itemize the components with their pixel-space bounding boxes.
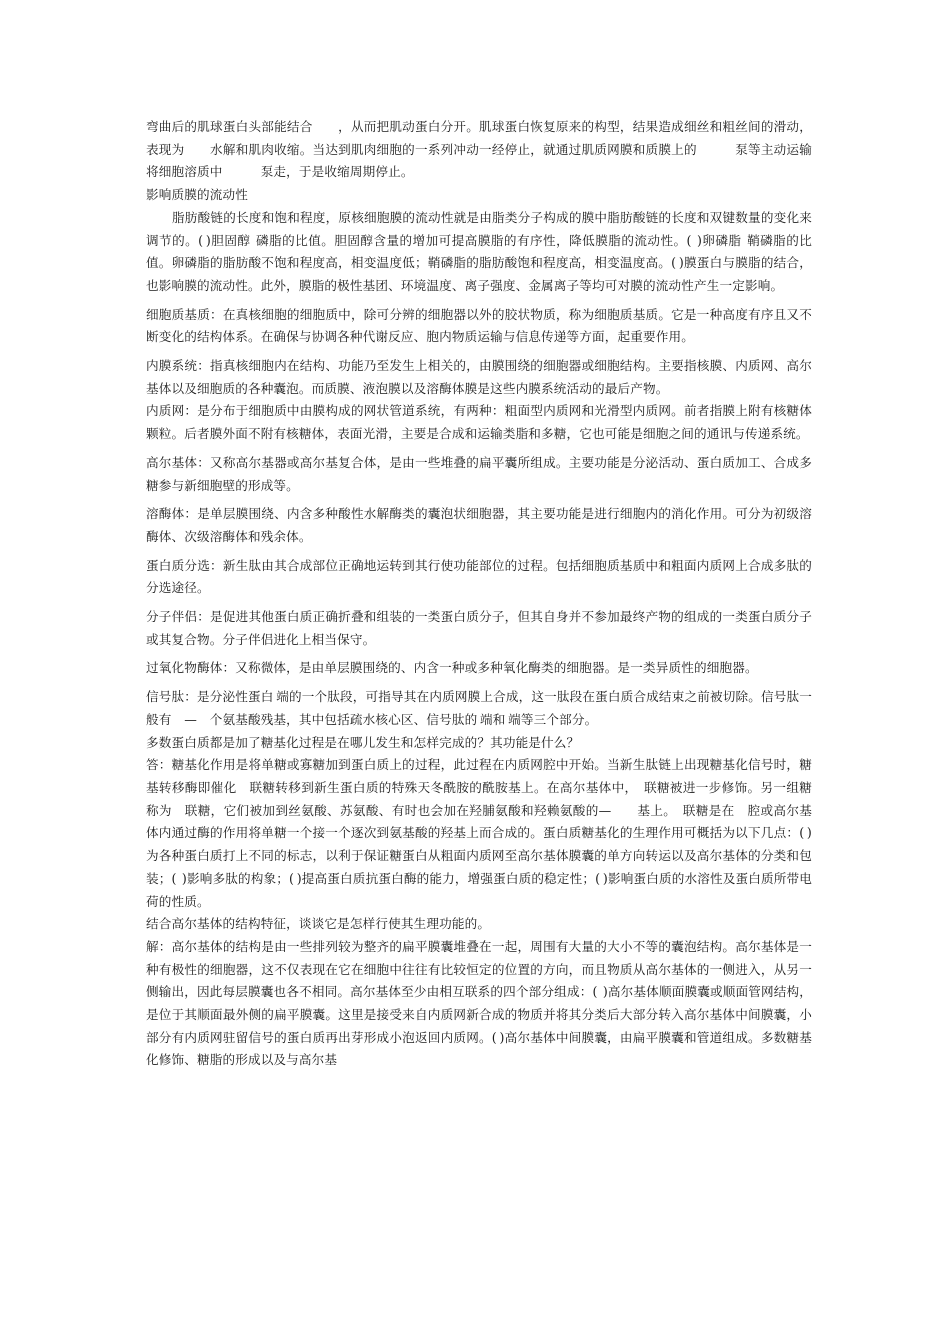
paragraph-protein-sorting: 蛋白质分选：新生肽由其合成部位正确地运转到其行使功能部位的过程。包括细胞质基质中和粗面内质网上合成多肽的分选途径。	[146, 557, 812, 596]
paragraph-endomembrane-system: 内膜系统：指真核细胞内在结构、功能乃至发生上相关的，由膜围绕的细胞器或细胞结构。主要指核膜、内质网、高尔基体以及细胞质的各种囊泡。而质膜、液泡膜以及溶酶体膜是这些内膜系统活动的最后产物。	[146, 358, 812, 396]
document-body	[146, 116, 812, 1072]
question-golgi-function: 结合高尔基体的结构特征，谈谈它是怎样行使其生理功能的。	[146, 916, 491, 932]
answer-golgi-function: 解：高尔基体的结构是由一些排列较为整齐的扁平膜囊堆叠在一起，周围有大量的大小不等的囊泡结构。高尔基体是一种有极性的细胞器，这不仅表现在它在细胞中往往有比较恒定的位置的方向，而且物质从高尔基体的一侧进入，从另一侧输出，因此每层膜囊也各不相同。高尔基体至少由相互联系的四个部分组成：( )高尔基体顺面膜囊或顺面管网结构，是位于其顺面最外侧的扁平膜囊。这里是接受来自内质网新合成的物质并将其分类后大部分转入高尔基体中间膜囊，小部分有内质网驻留信号的蛋白质再出芽形成小泡返回内质网。( )高尔基体中间膜囊，由扁平膜囊和管道组成。多数糖基化修饰、糖脂的形成以及与高尔基	[146, 938, 812, 1068]
question-glycosylation: 多数蛋白质都是加了糖基化过程是在哪儿发生和怎样完成的？其功能是什么？	[146, 734, 580, 750]
heading-membrane-fluidity: 影响质膜的流动性	[146, 187, 248, 203]
paragraph-lysosome: 溶酶体：是单层膜围绕、内含多种酸性水解酶类的囊泡状细胞器，其主要功能是进行细胞内的消化作用。可分为初级溶酶体、次级溶酶体和残余体。	[146, 506, 812, 544]
paragraph-molecular-chaperone: 分子伴侣：是促进其他蛋白质正确折叠和组装的一类蛋白质分子，但其自身并不参加最终产物的组成的一类蛋白质分子或其复合物。分子伴侣进化上相当保守。	[146, 609, 812, 647]
paragraph-myosin-contraction: 弯曲后的肌球蛋白头部能结合 ，从而把肌动蛋白分开。肌球蛋白恢复原来的构型，结果造成细丝和粗丝间的滑动，表现为 水解和肌肉收缩。当达到肌肉细胞的一系列冲动一经停止，就通过肌质网膜和质膜上的 泵等主动运输将细胞溶质中 泵走，于是收缩周期停止。	[146, 119, 812, 180]
paragraph-signal-peptide: 信号肽：是分泌性蛋白 端的一个肽段，可指导其在内质网膜上合成，这一肽段在蛋白质合成结束之前被切除。信号肽一般有 — 个氨基酸残基，其中包括疏水核心区、信号肽的 端和 端等三个部分。	[146, 689, 812, 727]
paragraph-cytoplasmic-matrix: 细胞质基质：在真核细胞的细胞质中，除可分辨的细胞器以外的胶状物质，称为细胞质基质。它是一种高度有序且又不断变化的结构体系。在确保与协调各种代谢反应、胞内物质运输与信息传递等方面，起重要作用。	[146, 306, 812, 345]
answer-glycosylation: 答：糖基化作用是将单糖或寡糖加到蛋白质上的过程，此过程在内质网腔中开始。当新生肽链上出现糖基化信号时，糖基转移酶即催化 联糖转移到新生蛋白质的特殊天冬酰胺的酰胺基上。在高尔基体中， 联糖被进一步修饰。另一组糖称为 联糖，它们被加到丝氨酸、苏氨酸、有时也会加在羟脯氨酸和羟赖氨酸的— 基上。 联糖是在 腔或高尔基体内通过酶的作用将单糖一个接一个逐次到氨基酸的羟基上而合成的。蛋白质糖基化的生理作用可概括为以下几点：( )为各种蛋白质打上不同的标志，以利于保证糖蛋白从粗面内质网至高尔基体膜囊的单方向转运以及高尔基体的分类和包装；( )影响多肽的构象；( )提高蛋白质抗蛋白酶的能力，增强蛋白质的稳定性；( )影响蛋白质的水溶性及蛋白质所带电荷的性质。	[146, 757, 812, 909]
paragraph-peroxisome: 过氧化物酶体：又称微体，是由单层膜围绕的、内含一种或多种氧化酶类的细胞器。是一类异质性的细胞器。	[146, 660, 758, 676]
paragraph-endoplasmic-reticulum: 内质网：是分布于细胞质中由膜构成的网状管道系统，有两种：粗面型内质网和光滑型内质网。前者指膜上附有核糖体颗粒。后者膜外面不附有核糖体，表面光滑，主要是合成和运输类脂和多糖，它也可能是细胞之间的通讯与传递系统。	[146, 403, 812, 442]
paragraph-golgi: 高尔基体：又称高尔基器或高尔基复合体，是由一些堆叠的扁平囊所组成。主要功能是分泌活动、蛋白质加工、合成多糖参与新细胞壁的形成等。	[146, 454, 812, 493]
paragraph-membrane-fluidity: 脂肪酸链的长度和饱和程度，原核细胞膜的流动性就是由脂类分子构成的膜中脂肪酸链的长度和双键数量的变化来调节的。( )胆固醇 磷脂的比值。胆固醇含量的增加可提高膜脂的有序性，降低膜脂的流动性。( )卵磷脂 鞘磷脂的比值。卵磷脂的脂肪酸不饱和程度高，相变温度低；鞘磷脂的脂肪酸饱和程度高，相变温度高。( )膜蛋白与膜脂的结合，也影响膜的流动性。此外，膜脂的极性基团、环境温度、离子强度、金属离子等均可对膜的流动性产生一定影响。	[146, 209, 812, 293]
